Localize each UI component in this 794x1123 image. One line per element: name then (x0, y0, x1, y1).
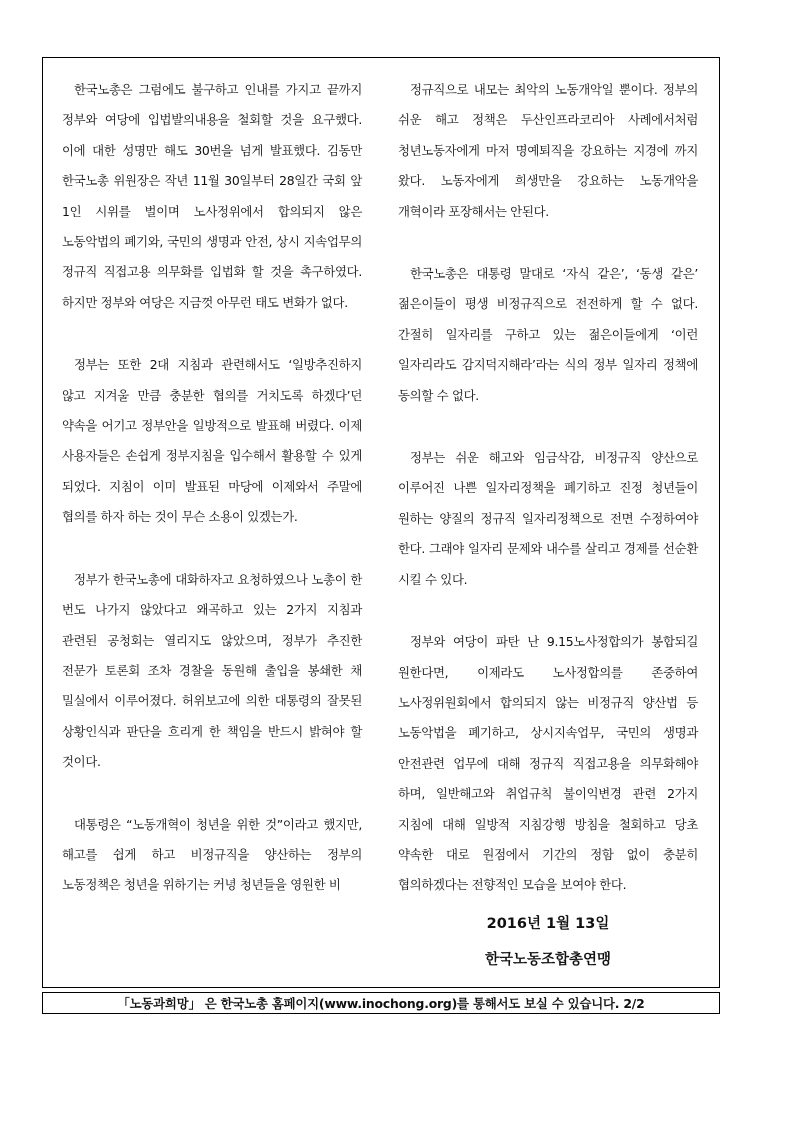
footer-text: 「노동과희망」 은 한국노총 홈페이지(www.inochong.org)를 통해서도 보실 수 있습니다. 2/2 (117, 996, 645, 1011)
paragraph: 한국노총은 대통령 말대로 ‘자식 같은’, ‘동생 같은’ 젊은이들이 평생 비정규직으로 전전하게 할 수 없다. 간절히 일자리를 구하고 있는 젊은이들에게 ‘이런 일자리라도 감지덕지해라’라는 식의 정부 일자리 정책에 동의할 수 없다. (398, 266, 698, 403)
left-column (62, 75, 362, 901)
paragraph: 정부는 또한 2대 지침과 관련해서도 ‘일방추진하지 않고 지겨울 만큼 충분한 협의를 거치도록 하겠다’던 약속을 어기고 정부안을 일방적으로 발표해 버렸다. 이제 사용자들은 손쉽게 정부지침을 입수해서 활용할 수 있게 되었다. 지침이 이미 발표된 마당에 이제와서 주말에 협의를 하자 하는 것이 무슨 소용이 있겠는가. (62, 357, 362, 525)
right-column (398, 75, 698, 973)
document-date: 2016년 1월 13일 (486, 915, 610, 932)
paragraph: 정규직으로 내모는 최악의 노동개악일 뿐이다. 정부의 쉬운 해고 정책은 두산인프라코리아 사례에서처럼 청년노동자에게 마저 명예퇴직을 강요하는 지경에 까지 왔다. 노동자에게 희생만을 강요하는 노동개악을 개혁이라 포장해서는 안된다. (398, 82, 698, 219)
document-frame (42, 57, 720, 988)
paragraph: 정부가 한국노총에 대화하자고 요청하였으나 노총이 한 번도 나가지 않았다고 왜곡하고 있는 2가지 지침과 관련된 공청회는 열리지도 않았으며, 정부가 추진한 전문가 토론회 조차 경찰을 동원해 출입을 봉쇄한 채 밀실에서 이루어졌다. 허위보고에 의한 대통령의 잘못된 상황인식과 판단을 흐리게 한 책임을 반드시 밝혀야 할 것이다. (62, 571, 362, 770)
page-footer (42, 992, 720, 1014)
paragraph: 한국노총은 그럼에도 불구하고 인내를 가지고 끝까지 정부와 여당에 입법발의내용을 철회할 것을 요구했다. 이에 대한 성명만 해도 30번을 넘게 발표했다. 김동만 한국노총 위원장은 작년 11월 30일부터 28일간 국회 앞 1인 시위를 벌이며 노사정위에서 합의되지 않은 노동악법의 폐기와, 국민의 생명과 안전, 상시 지속업무의 정규직 직접고용 의무화를 입법화 할 것을 촉구하였다. 하지만 정부와 여당은 지금껏 아무런 태도 변화가 없다. (62, 82, 362, 310)
paragraph: 대통령은 “노동개혁이 청년을 위한 것”이라고 했지만, 해고를 쉽게 하고 비정규직을 양산하는 정부의 노동정책은 청년을 위하기는 커녕 청년들을 영원한 비 (62, 816, 362, 893)
organization-signature: 한국노동조합총연맹 (484, 951, 612, 968)
paragraph: 정부는 쉬운 해고와 임금삭감, 비정규직 양산으로 이루어진 나쁜 일자리정책을 폐기하고 진정 청년들이 원하는 양질의 정규직 일자리정책으로 전면 수정하여야 한다. 그래야 일자리 문제와 내수를 살리고 경제를 선순환 시킬 수 있다. (398, 450, 698, 587)
paragraph: 정부와 여당이 파탄 난 9.15노사정합의가 봉합되길 원한다면, 이제라도 노사정합의를 존중하여 노사정위원회에서 합의되지 않는 비정규직 양산법 등 노동악법을 폐기하고, 상시지속업무, 국민의 생명과 안전관련 업무에 대해 정규직 직접고용을 의무화해야 하며, 일반해고와 취업규칙 불이익변경 관련 2가지 지침에 대해 일방적 지침강행 방침을 철회하고 당초 약속한 대로 원점에서 기간의 정함 없이 충분히 협의하겠다는 전향적인 모습을 보여야 한다. (398, 634, 698, 893)
